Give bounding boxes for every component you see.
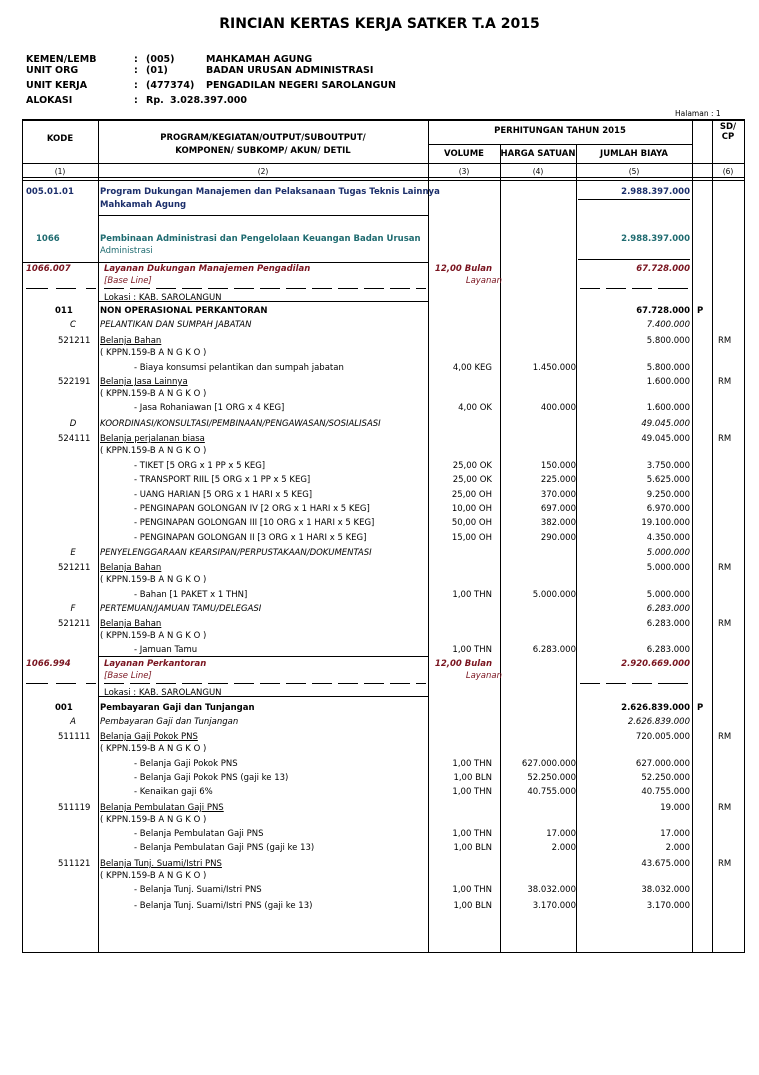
row-jumlah-biaya: 4.350.000 [646,533,690,543]
row-jumlah-biaya: 2.000 [665,843,690,853]
col-perhitungan: PERHITUNGAN TAHUN 2015 [494,126,626,136]
dash-segment [56,683,76,684]
row-jumlah-biaya: 720.005.000 [635,732,690,742]
dash-segment [632,683,652,684]
row-volume: 1,00 THN [452,885,492,895]
row-jumlah-biaya: 5.000.000 [646,563,690,573]
dash-segment [390,288,410,289]
dash-segment [658,288,688,289]
row-description: ( KPPN.159-B A N G K O ) [100,575,207,585]
row-kode: 521211 [58,563,91,573]
col-sdcp-line1: SD/ [719,122,737,132]
row-jumlah-biaya: 6.283.000 [646,619,690,629]
col-volume: VOLUME [444,149,484,159]
row-volume: 10,00 OH [451,504,492,514]
dash-segment [286,683,306,684]
dash-segment [130,288,150,289]
row-volume: 1,00 THN [452,759,492,769]
row-kode: C [70,320,76,330]
row-sdcp: P [697,703,704,713]
row-description: Belanja Bahan [100,563,162,573]
dash-segment [606,683,626,684]
row-kode: A [70,717,76,727]
row-description: PELANTIKAN DAN SUMPAH JABATAN [100,320,252,330]
info-label: KEMEN/LEMB [26,54,97,65]
row-kode: 511119 [58,803,91,813]
row-kode: 011 [55,306,73,316]
row-jumlah-biaya: 19.000 [660,803,690,813]
row-harga-satuan: 5.000.000 [532,590,576,600]
row-description: Lokasi : KAB. SAROLANGUN [104,293,222,303]
row-kode: 1066.994 [26,659,71,669]
info-code: Rp. [146,95,164,106]
row-description: Layanan Perkantoran [104,659,207,669]
row-description: - Jamuan Tamu [134,645,198,655]
info-value: 3.028.397.000 [170,95,247,106]
row-jumlah-biaya: 5.800.000 [646,363,690,373]
row-volume: 1,00 THN [452,829,492,839]
row-harga-satuan: 6.283.000 [532,645,576,655]
row-jumlah-biaya: 1.600.000 [646,403,690,413]
row-kode: F [70,604,76,614]
dash-segment [104,288,124,289]
row-harga-satuan: 17.000 [546,829,576,839]
row-description: - TIKET [5 ORG x 1 PP x 5 KEG] [134,461,266,471]
dash-segment [208,683,228,684]
row-harga-satuan: 38.032.000 [527,885,576,895]
row-jumlah-biaya: 5.000.000 [646,590,690,600]
row-volume: 25,00 OK [452,475,492,485]
row-harga-satuan: 370.000 [540,490,576,500]
row-description: Belanja perjalanan biasa [100,434,205,444]
row-jumlah-biaya: 2.988.397.000 [621,234,690,244]
row-description: PENYELENGGARAAN KEARSIPAN/PERPUSTAKAAN/DOKUMENTASI [100,548,372,558]
dash-segment [632,288,652,289]
row-jumlah-biaya: 5.625.000 [646,475,690,485]
row-description: - Belanja Gaji Pokok PNS (gaji ke 13) [134,773,289,783]
col-program-line2: KOMPONEN/ SUBKOMP/ AKUN/ DETIL [175,146,351,156]
info-separator: : [134,65,138,76]
row-description: - Jasa Rohaniawan [1 ORG x 4 KEG] [134,403,285,413]
row-jumlah-biaya: 1.600.000 [646,377,690,387]
row-jumlah-biaya: 67.728.000 [636,264,690,274]
row-description: Pembinaan Administrasi dan Pengelolaan Keuangan Badan Urusan [100,234,421,244]
row-description: ( KPPN.159-B A N G K O ) [100,744,207,754]
row-kode: 001 [55,703,73,713]
row-harga-satuan: 40.755.000 [527,787,576,797]
row-description: ( KPPN.159-B A N G K O ) [100,815,207,825]
row-sdcp: RM [718,859,732,869]
row-sdcp: RM [718,619,732,629]
row-jumlah-biaya: 2.920.669.000 [621,659,690,669]
row-description: Belanja Bahan [100,619,162,629]
row-jumlah-biaya: 2.626.839.000 [621,703,690,713]
row-description: - UANG HARIAN [5 ORG x 1 HARI x 5 KEG] [134,490,313,500]
row-sdcp: P [697,306,704,316]
row-jumlah-biaya: 5.800.000 [646,336,690,346]
dash-segment [208,288,228,289]
info-label: UNIT KERJA [26,80,88,91]
row-kode: 521211 [58,619,91,629]
page-title: RINCIAN KERTAS KERJA SATKER T.A 2015 [219,16,540,32]
row-sdcp: RM [718,377,732,387]
info-label: UNIT ORG [26,65,79,76]
row-description: - PENGINAPAN GOLONGAN III [10 ORG x 1 HARI x 5 KEG] [134,518,375,528]
row-jumlah-biaya: 6.283.000 [646,604,690,614]
dash-segment [182,683,202,684]
dash-segment [104,683,124,684]
row-description: ( KPPN.159-B A N G K O ) [100,446,207,456]
dash-segment [86,683,96,684]
row-volume: 1,00 THN [452,787,492,797]
dash-segment [580,683,600,684]
col-harga: HARGA SATUAN [500,149,576,159]
col-kode: KODE [46,134,74,144]
row-sdcp: RM [718,732,732,742]
row-description: Belanja Pembulatan Gaji PNS [100,803,224,813]
row-kode: 521211 [58,336,91,346]
dash-segment [56,288,76,289]
row-description: NON OPERASIONAL PERKANTORAN [100,306,268,316]
info-label: ALOKASI [26,95,73,106]
row-sdcp: RM [718,803,732,813]
row-volume: 1,00 THN [452,590,492,600]
dash-segment [182,288,202,289]
dash-segment [156,288,176,289]
col-num-1: (1) [54,167,66,176]
dash-segment [606,288,626,289]
dash-segment [312,288,332,289]
row-jumlah-biaya: 2.626.839.000 [627,717,690,727]
row-harga-satuan: 627.000.000 [521,759,576,769]
row-harga-satuan: 225.000 [540,475,576,485]
row-jumlah-biaya: 43.675.000 [641,859,690,869]
row-description: Belanja Bahan [100,336,162,346]
dash-segment [260,288,280,289]
row-kode: 1066.007 [26,264,71,274]
row-description: ( KPPN.159-B A N G K O ) [100,348,207,358]
row-jumlah-biaya: 40.755.000 [641,787,690,797]
row-sdcp: RM [718,434,732,444]
dash-segment [156,683,176,684]
dash-segment [234,288,254,289]
info-value: MAHKAMAH AGUNG [206,54,313,65]
row-kode: D [69,419,77,429]
dash-segment [416,288,426,289]
row-description: [Base Line] [104,276,152,286]
row-description: - PENGINAPAN GOLONGAN II [3 ORG x 1 HARI x 5 KEG] [134,533,367,543]
row-harga-satuan: 382.000 [540,518,576,528]
row-volume: 12,00 Bulan [434,264,492,274]
col-num-3: (3) [458,167,470,176]
row-harga-satuan: 150.000 [540,461,576,471]
row-description: - Belanja Tunj. Suami/Istri PNS (gaji ke 13) [134,901,313,911]
row-volume: 50,00 OH [451,518,492,528]
row-volume: 25,00 OK [452,461,492,471]
dash-segment [26,683,48,684]
row-description: - Belanja Tunj. Suami/Istri PNS [134,885,262,895]
dash-segment [234,683,254,684]
row-jumlah-biaya: 52.250.000 [641,773,690,783]
row-jumlah-biaya: 17.000 [660,829,690,839]
row-kode: 511111 [58,732,91,742]
row-description: - TRANSPORT RIIL [5 ORG x 1 PP x 5 KEG] [134,475,311,485]
row-jumlah-biaya: 6.283.000 [646,645,690,655]
col-num-6: (6) [722,167,734,176]
dash-segment [338,683,358,684]
row-description: - Bahan [1 PAKET x 1 THN] [134,590,248,600]
row-description: ( KPPN.159-B A N G K O ) [100,631,207,641]
row-description: Pembayaran Gaji dan Tunjangan [100,717,239,727]
row-kode: 511121 [58,859,91,869]
row-jumlah-biaya: 3.750.000 [646,461,690,471]
dash-segment [26,288,48,289]
row-jumlah-biaya: 3.170.000 [646,901,690,911]
col-program-line1: PROGRAM/KEGIATAN/OUTPUT/SUBOUTPUT/ [160,133,366,143]
row-volume: 1,00 BLN [453,843,492,853]
row-volume-unit: Layanan [465,276,502,286]
dash-segment [260,683,280,684]
row-volume: 1,00 BLN [453,901,492,911]
row-harga-satuan: 52.250.000 [527,773,576,783]
row-volume: 1,00 BLN [453,773,492,783]
page-number: Halaman : 1 [675,109,721,118]
row-description: Belanja Gaji Pokok PNS [100,732,198,742]
info-separator: : [134,54,138,65]
row-jumlah-biaya: 49.045.000 [641,419,690,429]
row-jumlah-biaya: 5.000.000 [646,548,690,558]
row-jumlah-biaya: 6.970.000 [646,504,690,514]
row-kode: 005.01.01 [26,187,74,197]
dash-segment [130,683,150,684]
row-description: Belanja Jasa Lainnya [100,377,188,387]
row-volume: 4,00 KEG [452,363,492,373]
info-code: (477374) [146,80,195,91]
col-num-2: (2) [257,167,269,176]
row-description: - Belanja Gaji Pokok PNS [134,759,238,769]
row-description: ( KPPN.159-B A N G K O ) [100,871,207,881]
row-sdcp: RM [718,563,732,573]
dash-segment [286,288,306,289]
info-code: (01) [146,65,168,76]
row-harga-satuan: 3.170.000 [532,901,576,911]
row-description: Administrasi [100,246,153,256]
dash-segment [312,683,332,684]
info-separator: : [134,95,138,106]
row-harga-satuan: 697.000 [540,504,576,514]
info-code: (005) [146,54,175,65]
row-jumlah-biaya: 19.100.000 [641,518,690,528]
row-kode: 522191 [58,377,91,387]
row-description: PERTEMUAN/JAMUAN TAMU/DELEGASI [100,604,262,614]
row-volume: 12,00 Bulan [434,659,492,669]
row-description: - PENGINAPAN GOLONGAN IV [2 ORG x 1 HARI x 5 KEG] [134,504,370,514]
col-num-4: (4) [532,167,544,176]
row-kode: 524111 [58,434,91,444]
row-harga-satuan: 1.450.000 [532,363,576,373]
row-description: - Biaya konsumsi pelantikan dan sumpah jabatan [134,363,344,373]
dash-segment [86,288,96,289]
dash-segment [416,683,426,684]
row-description: Lokasi : KAB. SAROLANGUN [104,688,222,698]
info-separator: : [134,80,138,91]
row-volume: 15,00 OH [451,533,492,543]
info-value: PENGADILAN NEGERI SAROLANGUN [206,80,396,91]
row-harga-satuan: 290.000 [540,533,576,543]
col-sdcp-line2: CP [721,132,735,142]
dash-segment [338,288,358,289]
row-jumlah-biaya: 49.045.000 [641,434,690,444]
row-volume: 4,00 OK [458,403,492,413]
col-num-5: (5) [628,167,640,176]
row-volume: 25,00 OH [451,490,492,500]
dash-segment [364,288,384,289]
row-jumlah-biaya: 67.728.000 [636,306,690,316]
row-description: [Base Line] [104,671,152,681]
dash-segment [364,683,384,684]
row-description: - Belanja Pembulatan Gaji PNS (gaji ke 13) [134,843,315,853]
row-volume-unit: Layanan [465,671,502,681]
dash-segment [580,288,600,289]
dash-segment [658,683,688,684]
row-harga-satuan: 400.000 [540,403,576,413]
row-description: KOORDINASI/KONSULTASI/PEMBINAAN/PENGAWASAN/SOSIALISASI [100,419,381,429]
row-kode: 1066 [36,234,60,244]
info-value: BADAN URUSAN ADMINISTRASI [206,65,374,76]
dash-segment [390,683,410,684]
row-kode: E [70,548,76,558]
row-jumlah-biaya: 38.032.000 [641,885,690,895]
row-description: - Belanja Pembulatan Gaji PNS [134,829,264,839]
row-description: Layanan Dukungan Manajemen Pengadilan [104,264,311,274]
row-description: Pembayaran Gaji dan Tunjangan [100,703,255,713]
row-jumlah-biaya: 9.250.000 [646,490,690,500]
row-description: Mahkamah Agung [100,200,187,210]
row-jumlah-biaya: 2.988.397.000 [621,187,690,197]
row-description: ( KPPN.159-B A N G K O ) [100,389,207,399]
col-jumlah: JUMLAH BIAYA [600,149,668,159]
row-description: Program Dukungan Manajemen dan Pelaksanaan Tugas Teknis Lainnya [100,187,440,197]
row-harga-satuan: 2.000 [551,843,576,853]
row-description: Belanja Tunj. Suami/Istri PNS [100,859,222,869]
row-description: - Kenaikan gaji 6% [134,787,213,797]
row-sdcp: RM [718,336,732,346]
row-jumlah-biaya: 7.400.000 [646,320,690,330]
row-jumlah-biaya: 627.000.000 [635,759,690,769]
row-volume: 1,00 THN [452,645,492,655]
